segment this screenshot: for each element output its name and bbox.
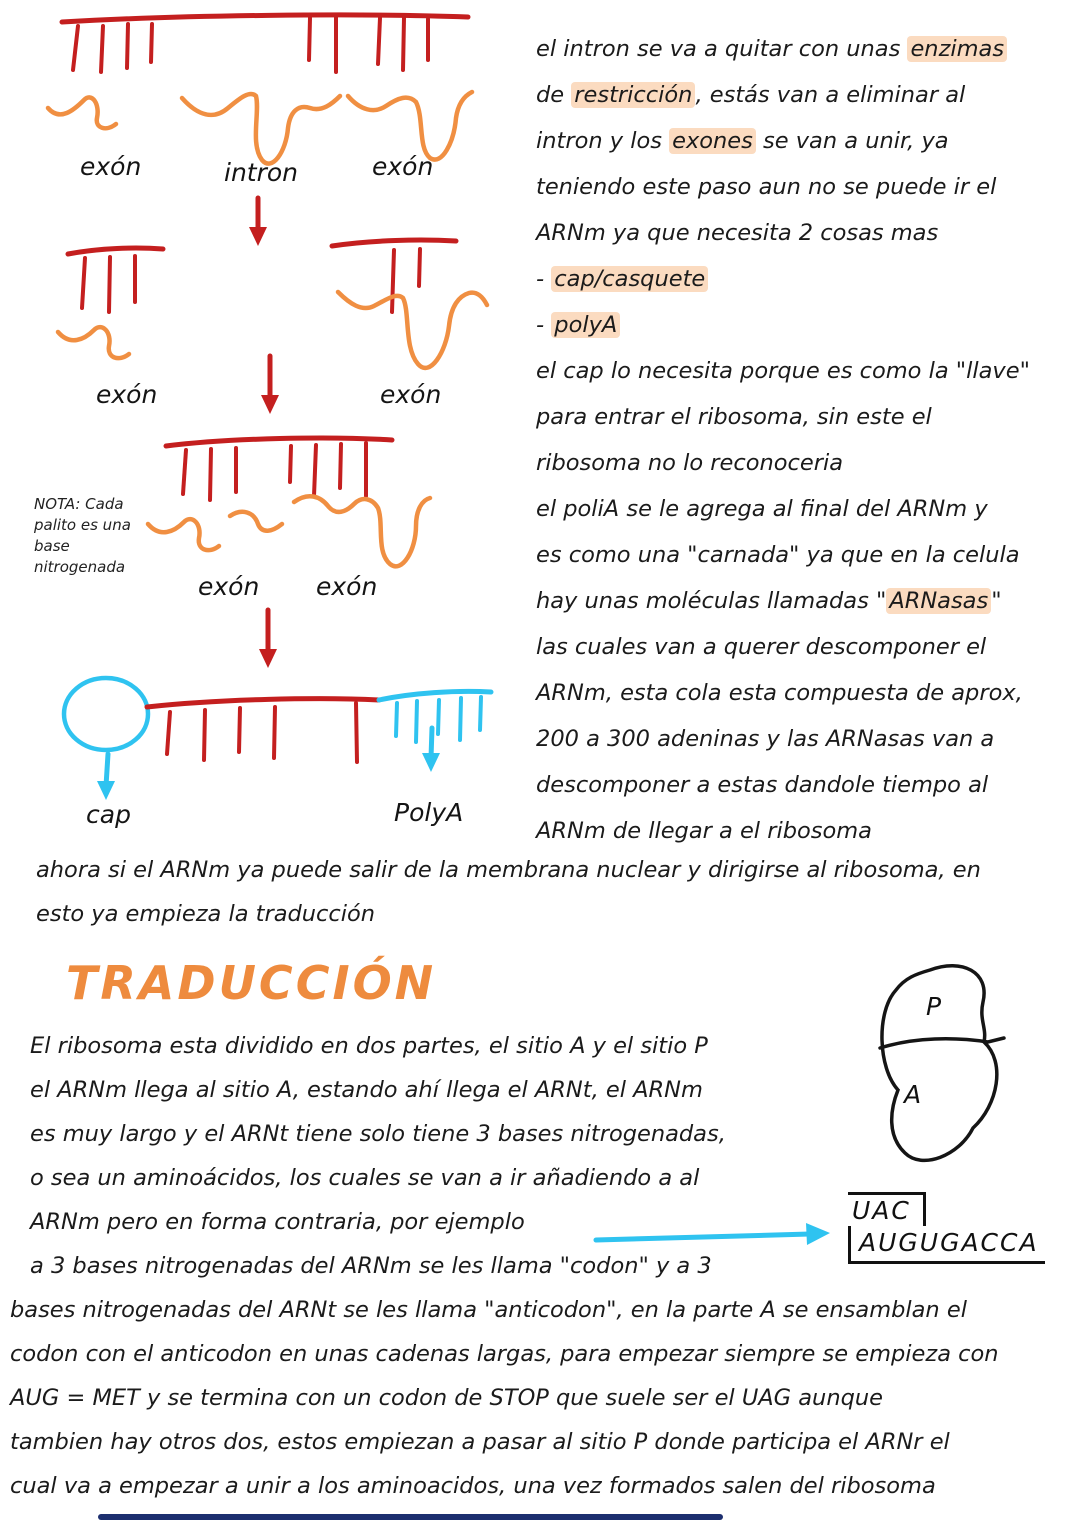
text-line: el ARNm llega al sitio A, estando ahí llega el ARNt, el ARNm [30,1077,703,1103]
codon-example [848,1192,1045,1264]
down-arrow-2 [261,356,279,414]
side-note-line: nitrogenada [34,558,126,576]
text-line: ahora si el ARNm ya puede salir de la membrana nuclear y dirigirse al ribosoma, en [36,857,981,883]
polya-pointer-arrow [422,728,440,772]
text-line: el poliA se le agrega al final del ARNm y [536,496,988,522]
highlighted-term: ARNasas [886,588,991,614]
highlighted-term: cap/casquete [551,266,708,292]
text-line: es como una "carnada" ya que en la celula [536,542,1020,568]
label-exon-row1-right: exón [372,152,434,181]
exon-strands-row2 [68,240,456,312]
text-segment: - [536,312,552,338]
text-segment: " [991,588,1002,614]
highlighted-term: exones [669,128,756,154]
text-line [536,72,1056,118]
text-segment: el intron se va a quitar con unas [536,36,908,62]
text-line: el cap lo necesita porque es como la "llave" [536,358,1030,384]
side-note-line: palito es una [34,516,131,534]
text-line: teniendo este paso aun no se puede ir el [536,174,997,200]
joined-exons-row3 [166,438,392,500]
text-line: para entrar el ribosoma, sin este el [536,404,932,430]
bridge-paragraph [36,848,1066,936]
text-segment: intron y los [536,128,670,154]
text-segment: se van a unir, ya [755,128,949,154]
label-exon-row1-left: exón [80,152,142,181]
text-line: cual va a empezar a unir a los aminoacidos, una vez formados salen del ribosoma [10,1473,936,1499]
intron-squiggles-row2 [58,292,487,368]
label-exon-row2-left: exón [96,380,158,409]
pre-mrna-strand-row1 [62,15,468,72]
polya-tail [379,691,491,742]
highlighted-term: restricción [571,82,695,108]
side-note-line: base [34,537,70,555]
text-line: esto ya empieza la traducción [36,901,376,927]
text-segment: - [536,266,552,292]
cap-circle [64,678,148,750]
cap-pointer-arrow [97,754,115,800]
label-exon-row3-left: exón [198,572,260,601]
text-line: ARNm pero en forma contraria, por ejemplo [30,1209,525,1235]
text-line [536,302,1056,348]
ribosome-site-p-label: P [926,992,942,1021]
down-arrow-1 [249,198,267,246]
text-line: descomponer a estas dandole tiempo al [536,772,989,798]
traduccion-paragraph [30,1024,860,1288]
ribosome-site-a-label: A [904,1080,922,1109]
text-segment: , estás van a eliminar al [695,82,966,108]
down-arrow-3 [259,610,277,668]
text-line [536,578,1056,624]
mrna-sequence-text: AUGUGACCA [848,1226,1045,1264]
text-line: las cuales van a querer descomponer el [536,634,987,660]
text-line: AUG = MET y se termina con un codon de STOP que suele ser el UAG aunque [10,1385,883,1411]
text-line: ARNm ya que necesita 2 cosas mas [536,220,939,246]
intron-squiggles-row3 [148,496,430,566]
label-polya: PolyA [394,798,464,827]
ribosome-sketch [880,966,1004,1161]
label-exon-row3-right: exón [316,572,378,601]
label-intron: intron [224,158,299,187]
text-line [536,256,1056,302]
bottom-paragraph [10,1288,1075,1508]
mature-mrna-strand [147,699,379,762]
text-line: codon con el anticodon en unas cadenas largas, para empezar siempre se empieza con [10,1341,999,1367]
text-segment: hay unas moléculas llamadas " [536,588,887,614]
text-line [536,26,1056,72]
side-note [34,494,164,578]
highlighted-term: enzimas [907,36,1007,62]
text-segment: de [536,82,572,108]
text-line: bases nitrogenadas del ARNt se les llama "anticodon", en la parte A se ensamblan el [10,1297,967,1323]
side-note-line: NOTA: Cada [34,495,124,513]
text-line: ribosoma no lo reconoceria [536,450,844,476]
text-line: a 3 bases nitrogenadas del ARNm se les llama "codon" y a 3 [30,1253,712,1279]
text-line: o sea un aminoácidos, los cuales se van a ir añadiendo a al [30,1165,700,1191]
text-line: 200 a 300 adeninas y las ARNasas van a [536,726,995,752]
text-line: El ribosoma esta dividido en dos partes, el sitio A y el sitio P [30,1033,708,1059]
text-line: ARNm, esta cola esta compuesta de aprox, [536,680,1023,706]
text-line: tambien hay otros dos, estos empiezan a pasar al sitio P donde participa el ARNr el [10,1429,950,1455]
label-cap: cap [86,800,131,829]
label-exon-row2-right: exón [380,380,442,409]
section-heading: TRADUCCIÓN [66,956,437,1010]
anticodon-text: UAC [848,1192,926,1226]
intro-paragraph [536,26,1056,854]
text-line: ARNm de llegar a el ribosoma [536,818,872,844]
text-line: es muy largo y el ARNt tiene solo tiene 3 bases nitrogenadas, [30,1121,726,1147]
highlighted-term: polyA [551,312,620,338]
bottom-marker-line [98,1514,723,1520]
text-line [536,118,1056,164]
